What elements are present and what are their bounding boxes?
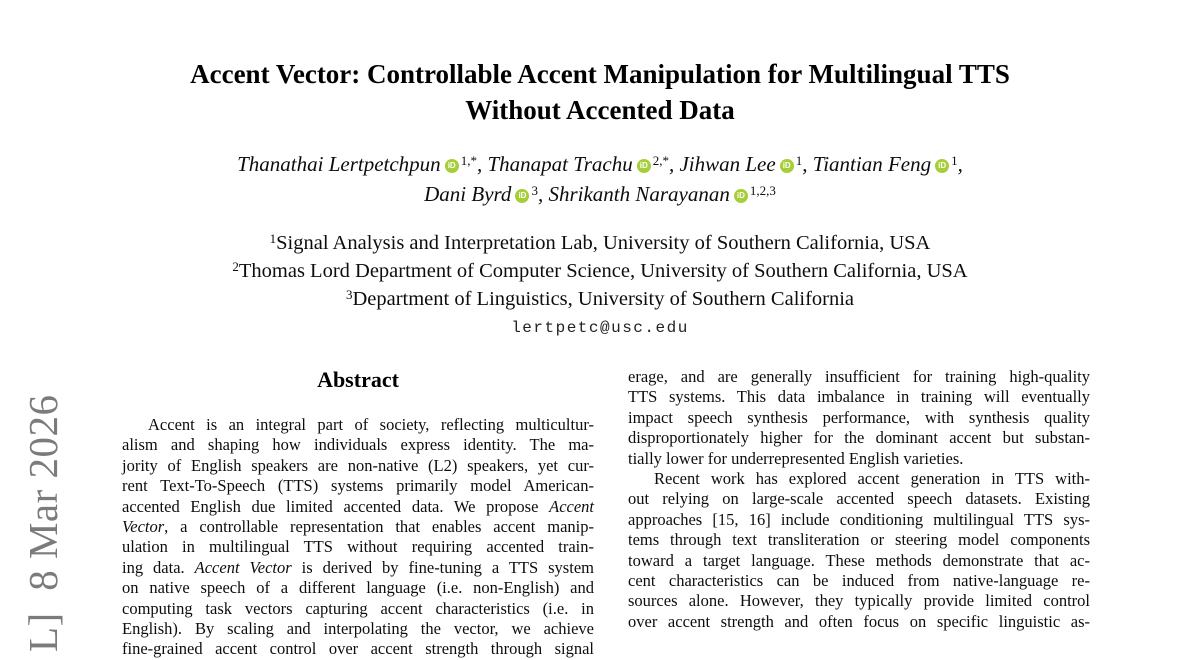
text-line: rent Text-To-Speech (TTS) systems primarily model American- <box>122 476 594 496</box>
text-line: on native speech of a different language (i.e. non-English) and <box>122 578 594 598</box>
text-line: Vector, a controllable representation that enables accent manip- <box>122 517 594 537</box>
paper-title-line1: Accent Vector: Controllable Accent Manipulation for Multilingual TTS <box>190 59 1010 89</box>
text-line: over accent strength and often focus on specific linguistic as- <box>628 611 1090 631</box>
paper-page <box>110 0 1090 660</box>
text-line: erage, and are generally insufficient for training high-quality <box>628 367 1090 386</box>
author-affiliation-superscript: 1 <box>951 153 958 168</box>
affiliation-line: $^3$Department of Linguistics, University of Southern California <box>345 287 855 310</box>
author-affiliation-superscript: 1 <box>795 153 803 168</box>
text-line: Accent is an integral part of society, reflecting multicultur- <box>148 415 594 434</box>
author-affiliation-superscript: 3 <box>531 183 538 198</box>
affiliation-line: $^2$Thomas Lord Department of Computer Science, University of Southern California, USA <box>232 259 968 282</box>
author-list <box>110 149 1090 209</box>
orcid-icon[interactable]: iD <box>780 159 794 173</box>
text-line: out relying on large-scale accented speech datasets. Existing <box>628 489 1090 509</box>
arxiv-watermark: L] 8 Mar 2026 <box>20 394 66 652</box>
text-line: TTS systems. This data imbalance in training will eventually <box>628 387 1090 407</box>
affiliation-line: $^1$Signal Analysis and Interpretation Lab, University of Southern California, USA <box>269 231 931 254</box>
paper-title <box>110 56 1090 128</box>
abstract-text <box>122 415 594 660</box>
orcid-icon[interactable]: iD <box>445 159 459 173</box>
affiliation-superscript: 1 <box>269 231 277 246</box>
orcid-icon[interactable]: iD <box>734 189 748 203</box>
introduction-text <box>628 367 1090 632</box>
contact-email: lertpetc@usc.edu <box>511 319 689 337</box>
text-line: tially lower for underrepresented English varieties. <box>628 448 964 468</box>
affiliation-superscript: 3 <box>345 287 353 302</box>
author-affiliation-superscript: 1,* <box>460 153 477 168</box>
text-line: impact speech synthesis performance, with synthesis quality <box>628 407 1090 427</box>
text-line: accented English due limited accented data. We propose Accent <box>122 496 594 516</box>
text-line: ulation in multilingual TTS without requiring accented train- <box>122 537 594 557</box>
text-line: approaches [15, 16] include conditioning multilingual TTS sys- <box>628 509 1090 529</box>
author-name: Shrikanth Narayanan <box>548 182 730 206</box>
text-line: jority of English speakers are non-native (L2) speakers, yet cur- <box>122 455 594 475</box>
text-line: alism and shaping how individuals express identity. The ma- <box>122 435 594 455</box>
author-name: Thanathai Lertpetchpun <box>237 152 441 176</box>
orcid-icon[interactable]: iD <box>637 159 651 173</box>
paper-title-line2: Without Accented Data <box>465 95 735 125</box>
affiliations <box>110 229 1090 313</box>
text-line: computing task vectors capturing accent characteristics (i.e. in <box>122 598 594 618</box>
abstract-heading: Abstract <box>317 367 399 392</box>
author-name: Tiantian Feng <box>812 152 932 176</box>
left-column <box>122 367 594 660</box>
orcid-icon[interactable]: iD <box>515 189 529 203</box>
author-affiliation-superscript: 2,* <box>652 153 669 168</box>
author-name: Dani Byrd <box>424 182 512 206</box>
text-line: Recent work has explored accent generation in TTS with- <box>654 469 1090 489</box>
text-line: English). By scaling and interpolating the vector, we achieve <box>122 619 594 639</box>
text-line: fine-grained accent control over accent strength through signal <box>122 639 594 659</box>
orcid-icon[interactable]: iD <box>935 159 949 173</box>
text-line: tems through text transliteration or steering model components <box>628 530 1090 550</box>
affiliation-superscript: 2 <box>232 259 239 274</box>
text-line: toward a target language. These methods demonstrate that ac- <box>628 550 1090 570</box>
text-line: disproportionately higher for the dominant accent but substan- <box>628 428 1090 448</box>
two-column-body <box>110 367 1090 660</box>
text-line: sources alone. However, they typically provide limited control <box>628 591 1090 611</box>
author-name: Jihwan Lee <box>679 152 776 176</box>
right-column <box>628 367 1090 660</box>
text-line: cent characteristics can be induced from native-language re- <box>628 571 1090 591</box>
author-affiliation-superscript: 1,2,3 <box>749 183 776 198</box>
text-line: ing data. Accent Vector is derived by fine-tuning a TTS system <box>122 557 594 577</box>
author-line-1: Thanathai Lertpetchpun iD $^{1,*}$, Thanapat Trachu iD $^{2,*}$, Jihwan Lee iD $^1$, Tiantian Feng iD $^1$, <box>237 152 963 176</box>
author-line-2: Dani Byrd iD $^3$, Shrikanth Narayanan iD $^{1,2,3}$ <box>424 182 776 206</box>
author-name: Thanapat Trachu <box>487 152 633 176</box>
